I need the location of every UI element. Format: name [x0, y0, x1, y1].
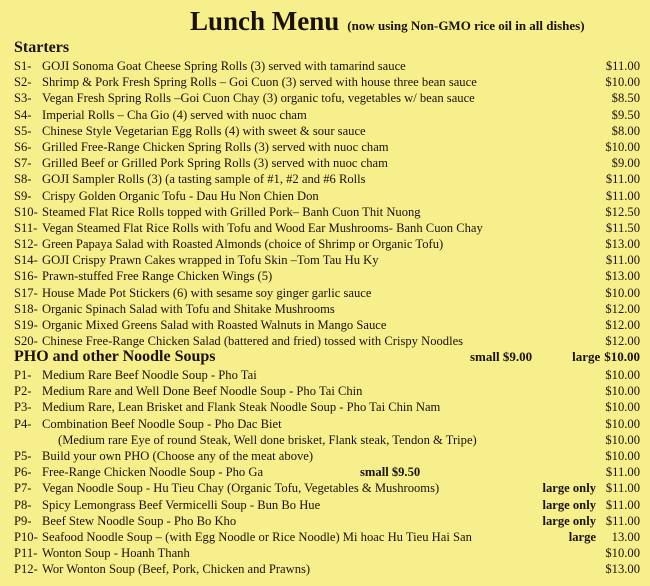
item-description: Imperial Rolls – Cha Gio (4) served with nuoc cham	[42, 107, 307, 122]
menu-item	[14, 285, 640, 301]
page-title: Lunch Menu	[190, 6, 340, 36]
page-subtitle: (now using Non-GMO rice oil in all dishes)	[347, 18, 585, 33]
item-description: Organic Mixed Greens Salad with Roasted Walnuts in Mango Sauce	[42, 318, 387, 332]
item-note: small $9.50	[360, 465, 421, 480]
item-description: (Medium rare Eye of round Steak, Well done brisket, Flank steak, Tendon & Tripe)	[58, 432, 477, 447]
item-code: S9-	[14, 188, 32, 203]
item-description: Medium Rare and Well Done Beef Noodle Soup - Pho Tai Chin	[42, 384, 363, 399]
pho-section	[14, 347, 640, 577]
item-code: P1-	[14, 368, 32, 382]
item-code: S16-	[14, 269, 38, 284]
item-code: S1-	[14, 59, 32, 73]
item-code: P9-	[14, 513, 32, 528]
pho-large-price: $10.00	[604, 349, 640, 364]
item-note: large only	[542, 497, 596, 512]
item-price: $10.00	[605, 75, 640, 90]
item-description: Prawn-stuffed Free Range Chicken Wings (5)	[42, 269, 273, 284]
item-description: Steamed Flat Rice Rolls topped with Grilled Pork– Banh Cuon Thit Nuong	[42, 204, 421, 219]
item-description: Vegan Noodle Soup - Hu Tieu Chay (Organic Tofu, Vegetables & Mushrooms)	[42, 481, 440, 496]
menu-item	[14, 399, 640, 415]
item-price: $11.00	[605, 513, 640, 528]
menu-item	[14, 448, 640, 464]
menu-item	[14, 317, 640, 333]
item-price: $13.00	[605, 562, 640, 577]
item-description: Grilled Free-Range Chicken Spring Rolls (3) served with nuoc cham	[42, 139, 389, 154]
item-description: Grilled Beef or Grilled Pork Spring Rolls (3) served with nuoc cham	[42, 156, 388, 171]
item-description: GOJI Sampler Rolls (3) (a tasting sample of #1, #2 and #6 Rolls	[42, 172, 366, 187]
item-code: S20-	[14, 334, 38, 349]
item-code: P8-	[14, 497, 32, 512]
menu-item	[14, 367, 640, 383]
item-description: Beef Stew Noodle Soup - Pho Bo Kho	[42, 513, 237, 528]
section-title: Starters	[14, 39, 70, 56]
menu-item	[14, 204, 640, 220]
item-code: P6-	[14, 465, 32, 480]
item-description: Seafood Noodle Soup – (with Egg Noodle or Rice Noodle) Mi hoac Hu Tieu Hai San	[42, 529, 472, 544]
menu-item	[14, 513, 640, 529]
item-description: Shrimp & Pork Fresh Spring Rolls – Goi Cuon (3) served with house three bean sauce	[42, 75, 477, 90]
item-code: S7-	[14, 156, 32, 171]
pho-heading	[14, 347, 640, 367]
menu-item	[14, 58, 640, 74]
item-description: Crispy Golden Organic Tofu - Dau Hu Non Chien Don	[42, 188, 319, 203]
item-price: $10.00	[605, 400, 640, 415]
item-note: large only	[542, 481, 596, 496]
item-code: S4-	[14, 107, 32, 122]
item-code: P11-	[14, 546, 38, 561]
item-description: House Made Pot Stickers (6) with sesame soy ginger garlic sauce	[42, 285, 372, 300]
item-code: P4-	[14, 416, 32, 431]
item-price: $10.00	[605, 285, 640, 300]
menu-item	[14, 139, 640, 155]
item-price: $12.00	[605, 334, 640, 349]
item-price: $10.00	[605, 432, 640, 447]
menu-item	[14, 416, 640, 432]
item-description: Chinese Free-Range Chicken Salad (battered and fried) tossed with Crispy Noodles	[42, 334, 464, 349]
menu-item	[14, 155, 640, 171]
menu-item	[14, 188, 640, 204]
item-description: Build your own PHO (Choose any of the meat above)	[42, 448, 314, 463]
item-description: Wor Wonton Soup (Beef, Pork, Chicken and Prawns)	[42, 562, 311, 577]
item-price: $11.00	[605, 481, 640, 496]
menu-title	[190, 6, 585, 37]
item-code: S3-	[14, 91, 32, 106]
item-code: P7-	[14, 481, 32, 496]
item-price: $9.50	[611, 107, 640, 122]
item-price: $13.00	[605, 237, 640, 252]
menu-item	[14, 74, 640, 90]
item-price: $9.00	[611, 156, 640, 171]
item-price: $11.00	[605, 465, 640, 480]
item-description: GOJI Crispy Prawn Cakes wrapped in Tofu Skin –Tom Tau Hu Ky	[42, 253, 379, 268]
item-code: S12-	[14, 237, 38, 252]
starters-heading	[14, 38, 640, 58]
item-price: $10.00	[605, 368, 640, 382]
item-price: $8.00	[611, 123, 640, 138]
menu-item	[14, 545, 640, 561]
item-price: $11.00	[605, 188, 640, 203]
item-price: $12.00	[605, 318, 640, 332]
item-code: P10-	[14, 529, 38, 544]
menu-item	[14, 301, 640, 317]
item-description: Organic Spinach Salad with Tofu and Shitake Mushrooms	[42, 301, 335, 316]
item-note: large only	[542, 513, 596, 528]
item-price: $11.00	[605, 497, 640, 512]
menu-item	[14, 529, 640, 545]
menu-item	[14, 252, 640, 268]
item-code: S6-	[14, 139, 32, 154]
item-code: P3-	[14, 400, 32, 415]
menu-item	[14, 123, 640, 139]
item-code: S10-	[14, 204, 38, 219]
item-description: Free-Range Chicken Noodle Soup - Pho Ga	[42, 465, 264, 480]
menu-item	[14, 171, 640, 187]
item-code: S5-	[14, 123, 32, 138]
item-price: $10.00	[605, 416, 640, 431]
item-price: $10.00	[605, 139, 640, 154]
item-price: $11.00	[605, 172, 640, 187]
item-code: S17-	[14, 285, 38, 300]
menu-item	[14, 464, 640, 480]
item-price: $12.00	[605, 301, 640, 316]
item-description: Medium Rare Beef Noodle Soup - Pho Tai	[42, 368, 257, 382]
section-title: PHO and other Noodle Soups	[14, 348, 216, 365]
starters-section	[14, 38, 640, 349]
item-price: $11.50	[605, 220, 640, 235]
item-code	[14, 432, 42, 448]
pho-list	[14, 367, 640, 577]
menu-item	[14, 220, 640, 236]
menu-item	[14, 432, 640, 448]
item-code: S18-	[14, 301, 38, 316]
menu-item	[14, 90, 640, 106]
item-description: Green Papaya Salad with Roasted Almonds (choice of Shrimp or Organic Tofu)	[42, 237, 444, 252]
item-note: large	[568, 529, 596, 544]
starters-list	[14, 58, 640, 349]
item-description: Spicy Lemongrass Beef Vermicelli Soup - Bun Bo Hue	[42, 497, 321, 512]
item-price: $10.00	[605, 546, 640, 561]
item-price: $8.50	[611, 91, 640, 106]
menu-item	[14, 236, 640, 252]
item-code: S19-	[14, 318, 38, 332]
menu-item	[14, 268, 640, 284]
item-code: S14-	[14, 253, 38, 268]
item-description: Vegan Fresh Spring Rolls –Goi Cuon Chay (3) organic tofu, vegetables w/ bean sauce	[42, 91, 475, 106]
item-description: Combination Beef Noodle Soup - Pho Dac Biet	[42, 416, 282, 431]
pho-large-label: large	[572, 349, 601, 364]
item-price: $10.00	[605, 384, 640, 399]
item-description: GOJI Sonoma Goat Cheese Spring Rolls (3) served with tamarind sauce	[42, 59, 406, 73]
item-price: $11.00	[605, 59, 640, 73]
item-code: P12-	[14, 562, 38, 577]
menu-item	[14, 107, 640, 123]
item-code: S11-	[14, 220, 38, 235]
item-price: 13.00	[611, 529, 640, 544]
menu-item	[14, 383, 640, 399]
item-code: P2-	[14, 384, 32, 399]
item-description: Wonton Soup - Hoanh Thanh	[42, 546, 190, 561]
item-price: $11.00	[605, 253, 640, 268]
pho-small-price: small $9.00	[469, 349, 533, 364]
item-price: $10.00	[605, 448, 640, 463]
item-price: $12.50	[605, 204, 640, 219]
item-code: S2-	[14, 75, 32, 90]
item-description: Chinese Style Vegetarian Egg Rolls (4) with sweet & sour sauce	[42, 123, 366, 138]
item-description: Medium Rare, Lean Brisket and Flank Steak Noodle Soup - Pho Tai Chin Nam	[42, 400, 441, 415]
item-code: P5-	[14, 448, 32, 463]
item-description: Vegan Steamed Flat Rice Rolls with Tofu and Wood Ear Mushrooms- Banh Cuon Chay	[42, 220, 483, 235]
menu-item	[14, 480, 640, 496]
item-price: $13.00	[605, 269, 640, 284]
item-code: S8-	[14, 172, 32, 187]
menu-item	[14, 561, 640, 577]
menu-item	[14, 497, 640, 513]
